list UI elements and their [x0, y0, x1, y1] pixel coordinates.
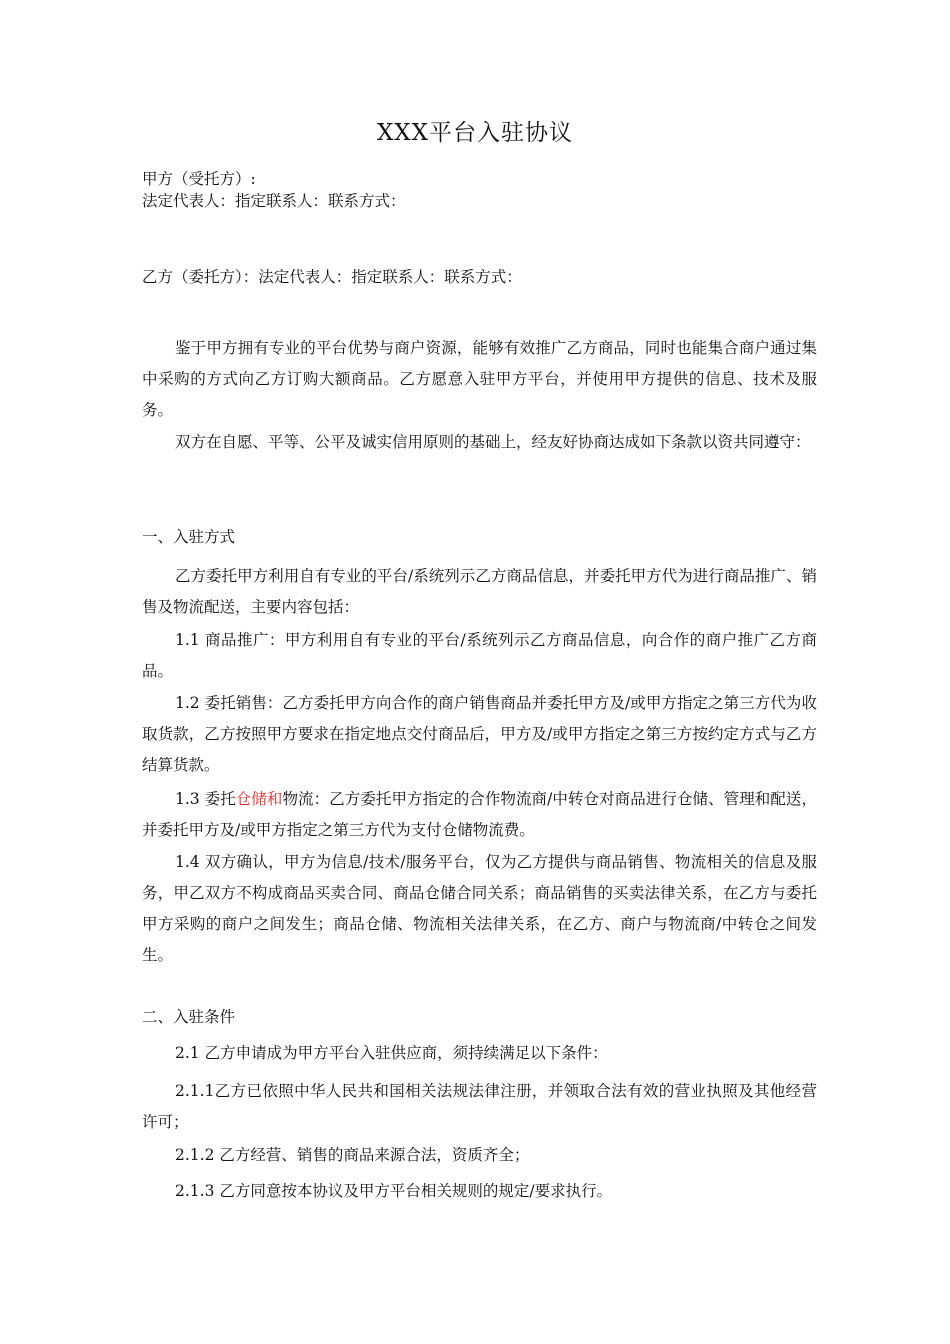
clause-1-3-prefix: 1.3 委托	[175, 790, 236, 808]
clause-1-4: 1.4 双方确认，甲方为信息/技术/服务平台，仅为乙方提供与商品销售、物流相关的信息及服务，甲乙双方不构成商品买卖合同、商品仓储合同关系；商品销售的买卖法律关系，在乙方与委托甲方采购的商户之间发生；商品仓储、物流相关法律关系，在乙方、商户与物流商/中转仓之间发生。	[142, 853, 817, 964]
clause-1-3-highlight: 仓储和	[235, 790, 283, 808]
clause-1-3	[142, 784, 817, 846]
clause-2-1-2: 2.1.2 乙方经营、销售的商品来源合法，资质齐全；	[175, 1146, 530, 1164]
clause-2-1: 2.1 乙方申请成为甲方平台入驻供应商，须持续满足以下条件：	[175, 1044, 608, 1062]
intro-paragraph-2: 双方在自愿、平等、公平及诚实信用原则的基础上，经友好协商达成如下条款以资共同遵守：	[175, 433, 811, 451]
party-a-details: 法定代表人：指定联系人：联系方式：	[142, 192, 406, 210]
clause-2-1-1: 2.1.1乙方已依照中华人民共和国相关法规法律注册，并领取合法有效的营业执照及其他经营许可；	[142, 1082, 817, 1131]
clause-2-1-3: 2.1.3 乙方同意按本协议及甲方平台相关规则的规定/要求执行。	[175, 1182, 613, 1200]
intro-paragraph-1: 鉴于甲方拥有专业的平台优势与商户资源，能够有效推广乙方商品，同时也能集合商户通过集中采购的方式向乙方订购大额商品。乙方愿意入驻甲方平台，并使用甲方提供的信息、技术及服务。	[142, 339, 817, 419]
document-title: XXX平台入驻协议	[376, 120, 574, 146]
section-1-intro: 乙方委托甲方利用自有专业的平台/系统列示乙方商品信息，并委托甲方代为进行商品推广、销售及物流配送，主要内容包括：	[142, 567, 817, 616]
party-a-label: 甲方（受托方）:	[142, 170, 256, 188]
section-2-heading: 二、入驻条件	[142, 1008, 236, 1026]
clause-1-2: 1.2 委托销售：乙方委托甲方向合作的商户销售商品并委托甲方及/或甲方指定之第三方代为收取货款，乙方按照甲方要求在指定地点交付商品后，甲方及/或甲方指定之第三方按约定方式与乙方结算货款。	[142, 694, 817, 774]
clause-1-3-rest: 物流：乙方委托甲方指定的合作物流商/中转仓对商品进行仓储、管理和配送，并委托甲方及/或甲方指定之第三方代为支付仓储物流费。	[142, 790, 817, 839]
clause-1-1: 1.1 商品推广：甲方利用自有专业的平台/系统列示乙方商品信息，向合作的商户推广乙方商品。	[142, 631, 817, 680]
section-1-heading: 一、入驻方式	[142, 528, 236, 546]
party-b-details: 乙方（委托方）：法定代表人：指定联系人：联系方式：	[142, 268, 522, 286]
